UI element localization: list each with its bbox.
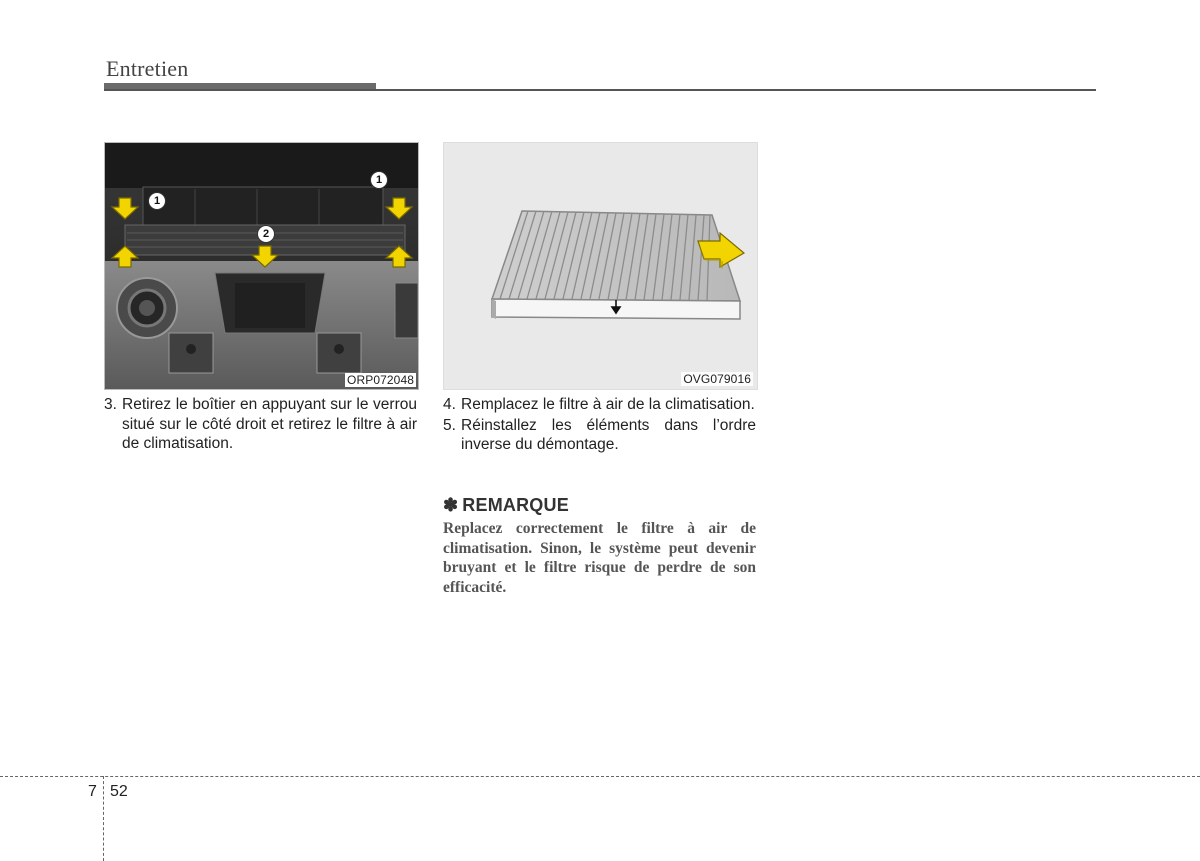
callout-label: 2 (262, 228, 270, 240)
step-text: Réinstallez les éléments dans l’ordre inverse du démontage. (461, 416, 756, 453)
step-number: 4. (443, 396, 456, 413)
figure-caption: OVG079016 (683, 372, 751, 386)
callout-1-right (370, 171, 388, 189)
figure-glovebox-photo (104, 142, 419, 390)
page-number: 52 (110, 783, 128, 800)
step-4 (443, 395, 756, 415)
instruction-column-left (104, 395, 417, 455)
chapter-number: 7 (88, 783, 97, 800)
header-rule (104, 89, 1096, 91)
note-star-icon: ✽ (443, 495, 459, 515)
step-3 (104, 395, 417, 454)
step-text: Remplacez le filtre à air de la climatisation. (461, 396, 755, 413)
step-number: 5. (443, 416, 456, 434)
note-heading-text: REMARQUE (462, 495, 569, 515)
footer-divider (103, 776, 104, 861)
note-body: Replacez correctement le filtre à air de climatisation. Sinon, le système peut devenir bruyant et le filtre risque de perdre de son efficacité. (443, 520, 756, 596)
instruction-column-right (443, 395, 756, 456)
section-title: Entretien (106, 56, 189, 81)
callout-label: 1 (375, 174, 383, 186)
callout-2 (257, 225, 275, 243)
callout-1-left (148, 192, 166, 210)
note-heading (443, 495, 569, 516)
figure-caption: ORP072048 (347, 373, 414, 387)
air-filter-illustration (444, 143, 757, 389)
callout-label: 1 (153, 195, 161, 207)
figure-air-filter (443, 142, 758, 390)
step-text: Retirez le boîtier en appuyant sur le verrou situé sur le côté droit et retirez le filtre à air de climatisation. (122, 396, 417, 452)
footer-rule (0, 776, 1200, 777)
step-5 (443, 416, 756, 455)
step-number: 3. (104, 396, 117, 413)
